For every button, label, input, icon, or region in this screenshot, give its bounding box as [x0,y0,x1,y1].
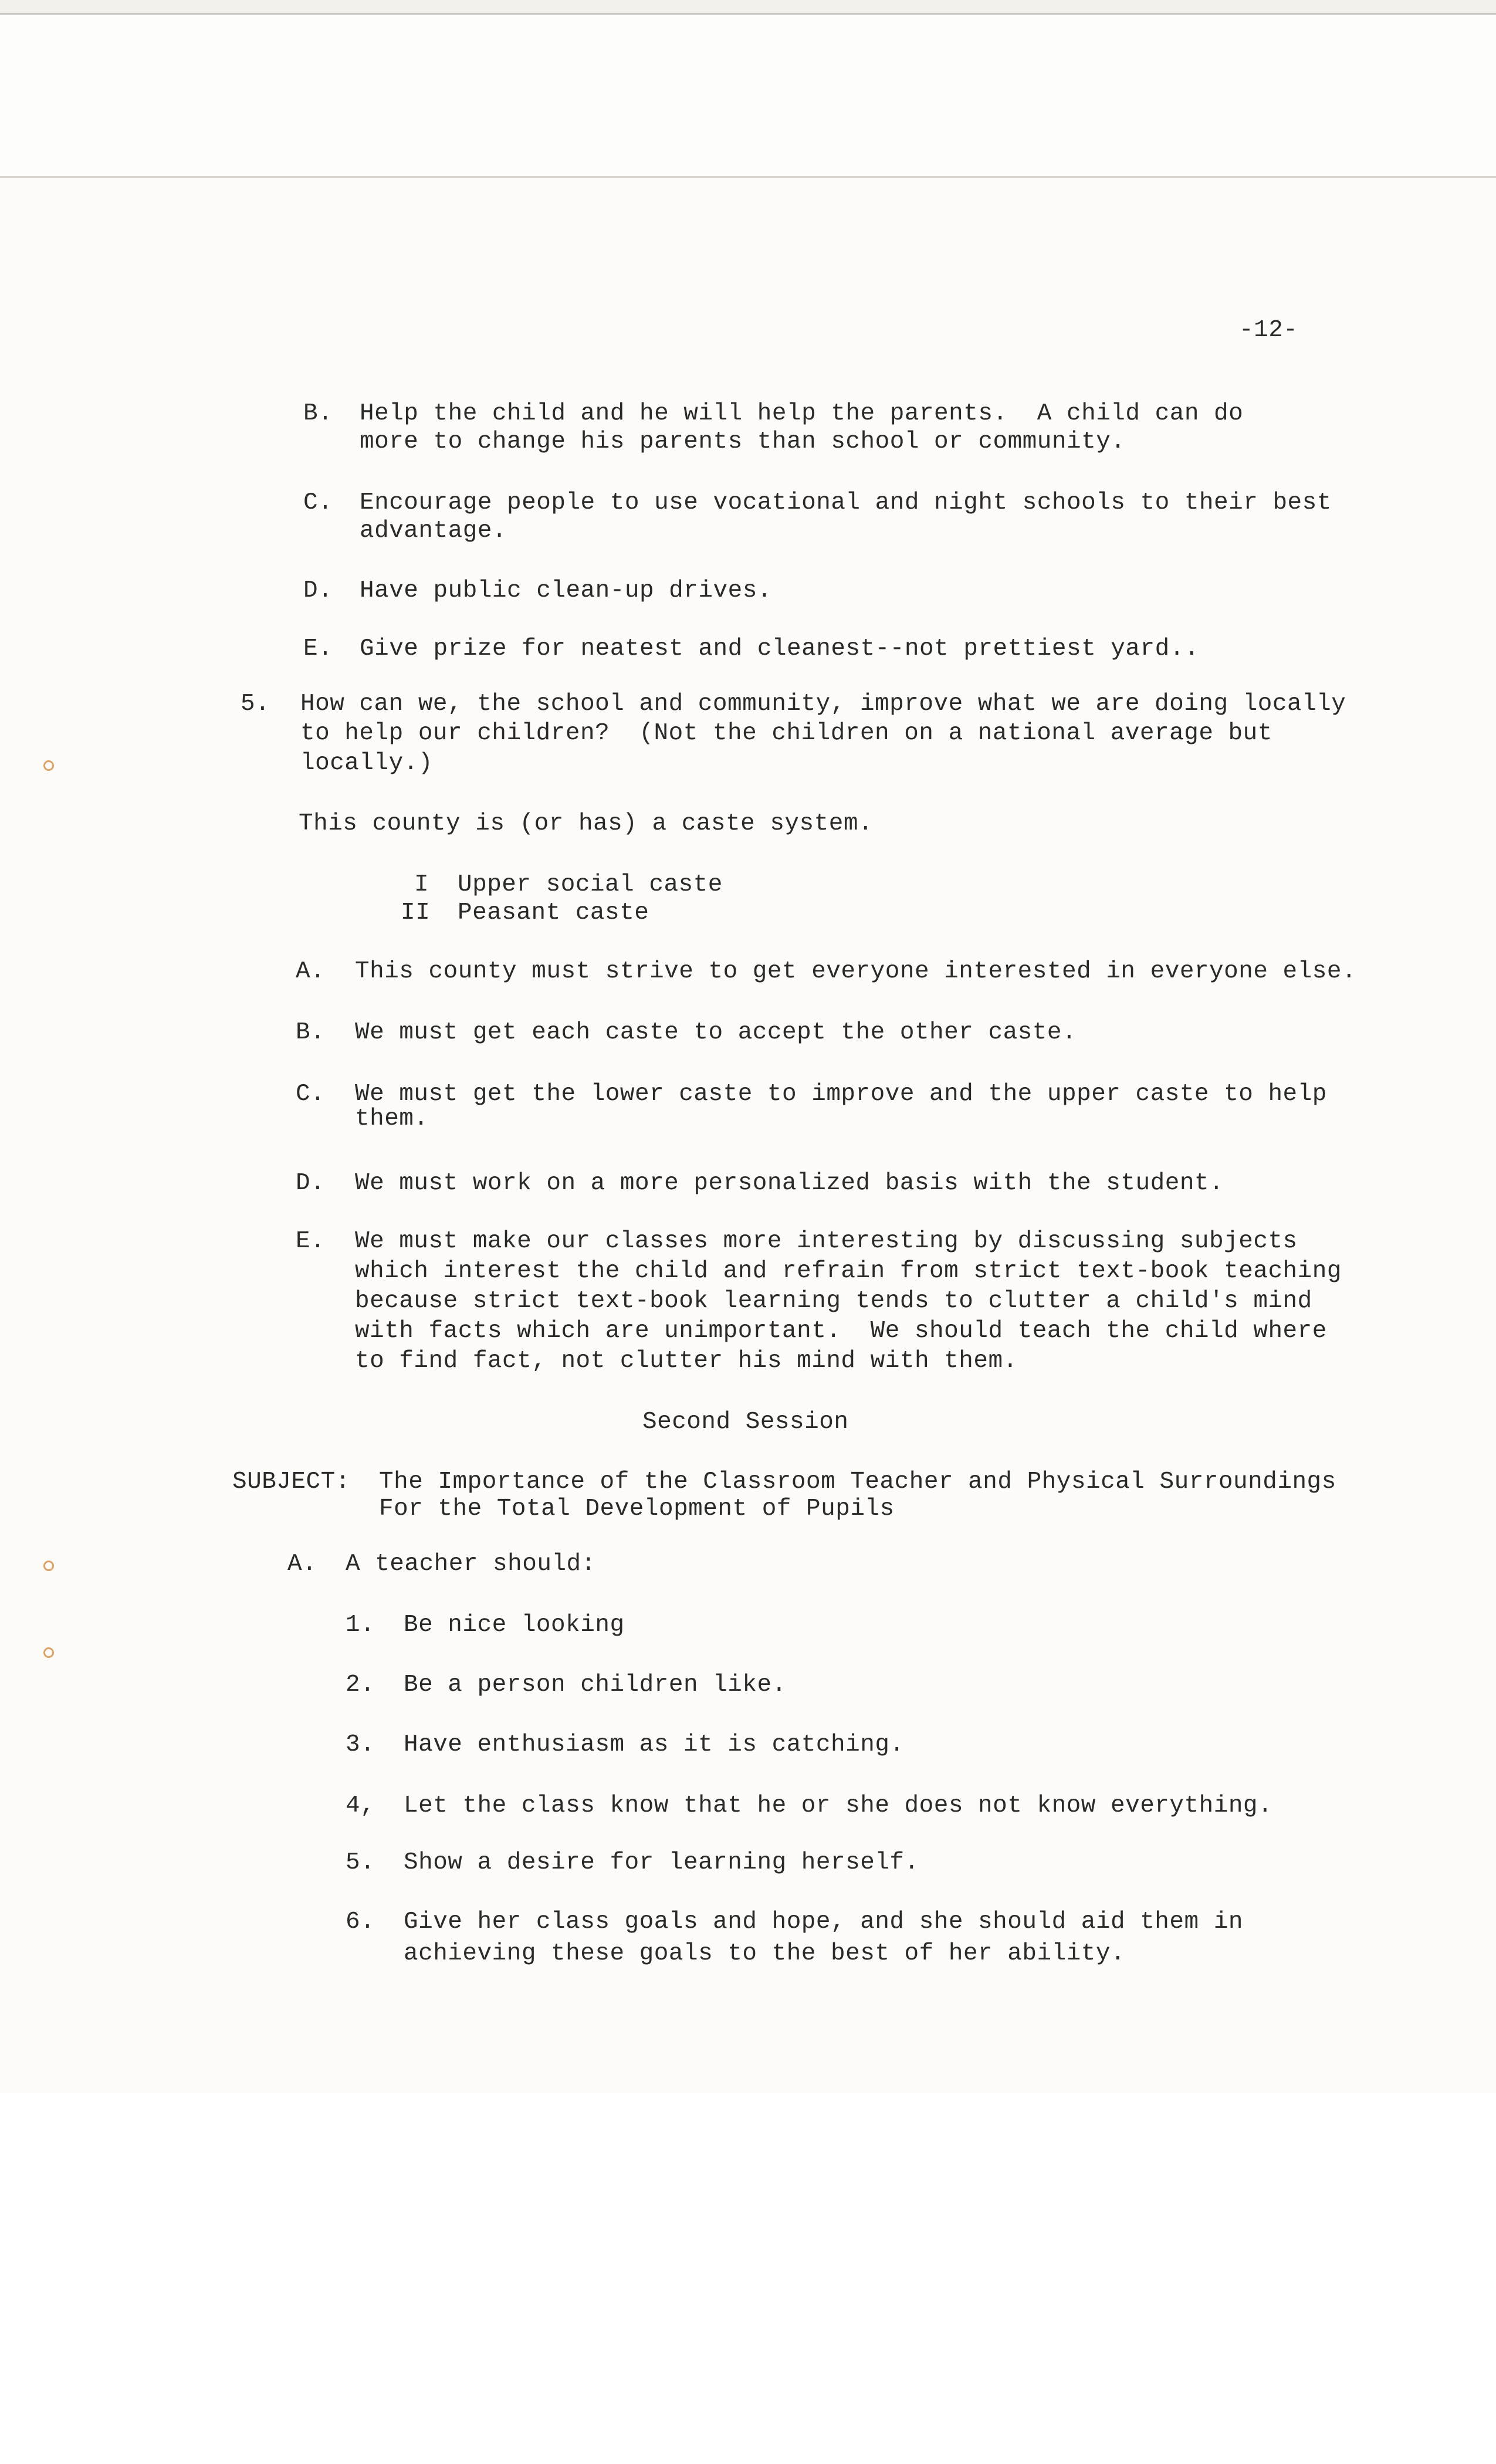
question-number: 5. [241,691,270,717]
item-text: which interest the child and refrain from strict text-book teaching [355,1258,1342,1285]
item-text: Be a person children like. [404,1671,787,1698]
item-text: to find fact, not clutter his mind with them. [355,1348,1018,1375]
subject-label: SUBJECT: [232,1468,350,1495]
item-text: Have public clean-up drives. [360,577,772,604]
punch-hole-mark [43,760,54,771]
item-text: Help the child and he will help the parents. A child can do [360,400,1244,427]
item-label: D. [303,577,333,604]
item-text: We must make our classes more interesting by discussing subjects [355,1228,1298,1255]
item-label: C. [296,1081,326,1108]
scan-gap [0,15,1496,176]
item-text: advantage. [360,517,507,544]
caste-label: Peasant caste [458,899,649,926]
punch-hole-mark [43,1561,54,1571]
item-text: Give her class goals and hope, and she should aid them in [404,1908,1243,1935]
item-text: Give prize for neatest and cleanest--not prettiest yard.. [360,635,1199,662]
question-text: How can we, the school and community, improve what we are doing locally [300,691,1346,717]
item-label: 4, [346,1792,375,1819]
item-text: them. [355,1105,429,1132]
item-label: E. [296,1228,326,1255]
item-text: We must get the lower caste to improve and the upper caste to help [355,1081,1327,1108]
item-text: We must work on a more personalized basis with the student. [355,1170,1224,1197]
item-label: C. [303,489,333,516]
item-label: E. [303,635,333,662]
page-number: -12- [1239,317,1298,344]
item-text: achieving these goals to the best of her ability. [404,1940,1126,1967]
scan-top-edge [0,0,1496,15]
question-text: locally.) [300,750,433,777]
item-label: A. [296,958,326,985]
item-label: 1. [346,1612,375,1639]
item-text: We must get each caste to accept the other caste. [355,1019,1077,1046]
item-text: more to change his parents than school or community. [360,428,1126,455]
subject-text: The Importance of the Classroom Teacher and Physical Surroundings [379,1468,1336,1495]
item-text: Be nice looking [404,1612,625,1639]
item-label: B. [296,1019,326,1046]
item-text: A teacher should: [346,1551,596,1578]
punch-hole-mark [43,1647,54,1658]
item-label: B. [303,400,333,427]
section-heading: Second Session [642,1409,849,1436]
caste-numeral: II [401,899,431,926]
item-text: Have enthusiasm as it is catching. [404,1731,905,1758]
item-text: with facts which are unimportant. We should teach the child where [355,1318,1327,1345]
item-text: Let the class know that he or she does not know everything. [404,1792,1273,1819]
item-text: because strict text-book learning tends to clutter a child's mind [355,1288,1312,1315]
item-text: Show a desire for learning herself. [404,1849,919,1876]
item-label: D. [296,1170,326,1197]
item-text: Encourage people to use vocational and night schools to their best [360,489,1332,516]
item-label: 3. [346,1731,375,1758]
item-text: This county must strive to get everyone interested in everyone else. [355,958,1357,985]
caste-label: Upper social caste [458,871,723,898]
item-label: 2. [346,1671,375,1698]
subject-text: For the Total Development of Pupils [379,1495,895,1522]
item-label: 6. [346,1908,375,1935]
item-label: A. [287,1551,317,1578]
item-label: 5. [346,1849,375,1876]
question-text: to help our children? (Not the children on a national average but [300,720,1272,747]
caste-statement: This county is (or has) a caste system. [299,810,874,837]
caste-numeral: I [414,871,429,898]
